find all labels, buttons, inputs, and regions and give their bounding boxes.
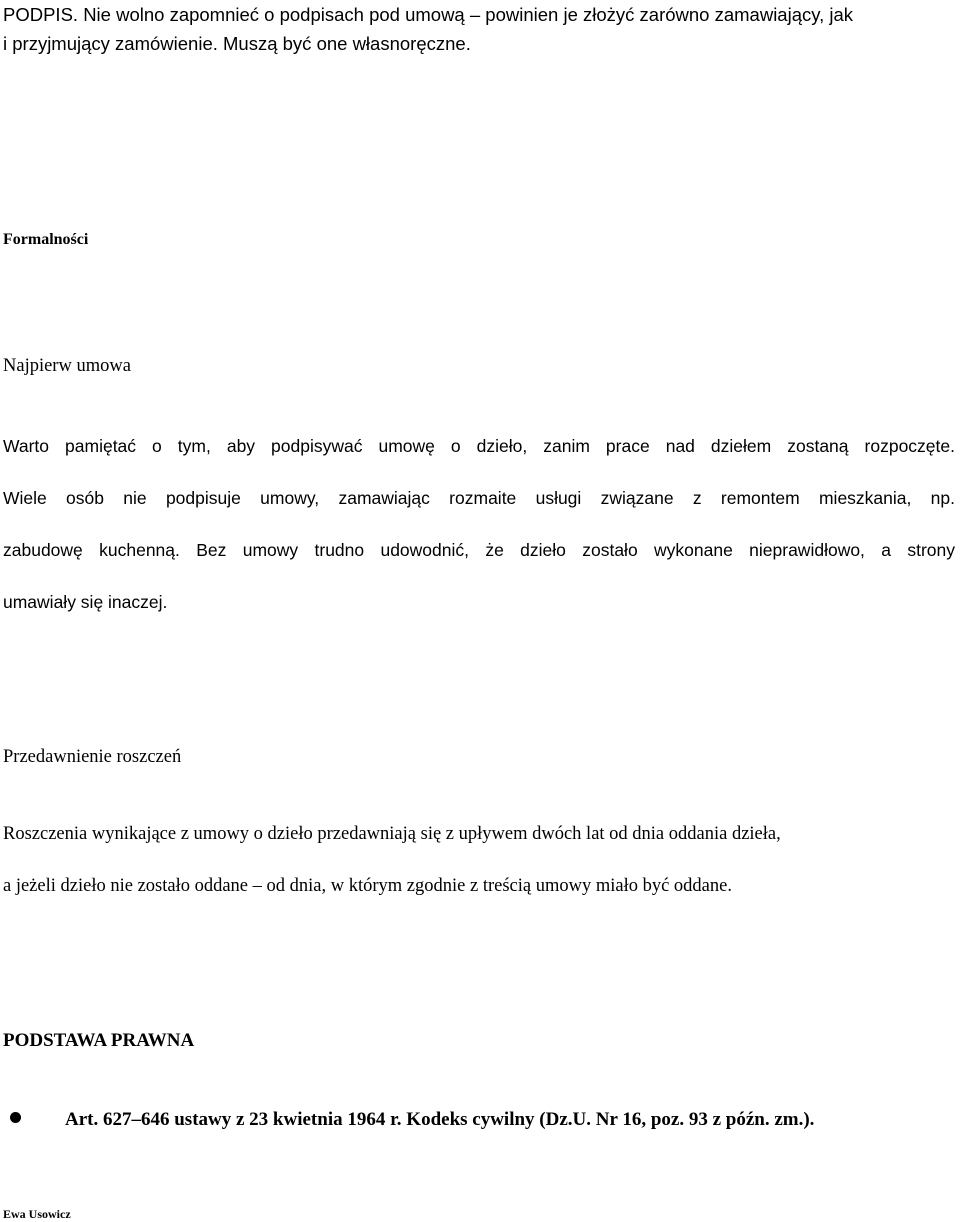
legal-basis-heading: PODSTAWA PRAWNA xyxy=(3,1030,195,1051)
intro-paragraph xyxy=(3,0,853,58)
formalities-heading: Formalności xyxy=(3,231,89,248)
bullet-icon xyxy=(10,1112,21,1123)
paragraph-line: umawiały się inaczej. xyxy=(3,592,168,612)
intro-line-2: i przyjmujący zamówienie. Muszą być one własnoręczne. xyxy=(3,33,471,54)
first-contract-heading: Najpierw umowa xyxy=(3,356,131,376)
limitation-heading: Przedawnienie roszczeń xyxy=(3,747,182,767)
paragraph-line: zabudowę kuchenną. Bez umowy trudno udowodnić, że dzieło zostało wykonane nieprawidłowo, a strony xyxy=(3,540,955,560)
paragraph-line: Roszczenia wynikające z umowy o dzieło przedawniają się z upływem dwóch lat od dnia oddania dzieła, xyxy=(3,824,781,844)
legal-basis-list-item xyxy=(10,1106,814,1134)
paragraph-line: Wiele osób nie podpisuje umowy, zamawiając rozmaite usługi związane z remontem mieszkania, np. xyxy=(3,488,955,508)
legal-basis-text: Art. 627–646 ustawy z 23 kwietnia 1964 r. Kodeks cywilny (Dz.U. Nr 16, poz. 93 z późn. zm.). xyxy=(65,1109,815,1130)
limitation-paragraph xyxy=(3,820,781,924)
author-name: Ewa Usowicz xyxy=(3,1207,71,1221)
paragraph-line: a jeżeli dzieło nie zostało oddane – od dnia, w którym zgodnie z treścią umowy miało być oddane. xyxy=(3,876,732,896)
paragraph-line: Warto pamiętać o tym, aby podpisywać umowę o dzieło, zanim prace nad dziełem zostaną rozpoczęte. xyxy=(3,436,955,456)
first-contract-paragraph xyxy=(3,426,955,634)
intro-line-1: PODPIS. Nie wolno zapomnieć o podpisach pod umową – powinien je złożyć zarówno zamawiający, jak xyxy=(3,4,854,25)
